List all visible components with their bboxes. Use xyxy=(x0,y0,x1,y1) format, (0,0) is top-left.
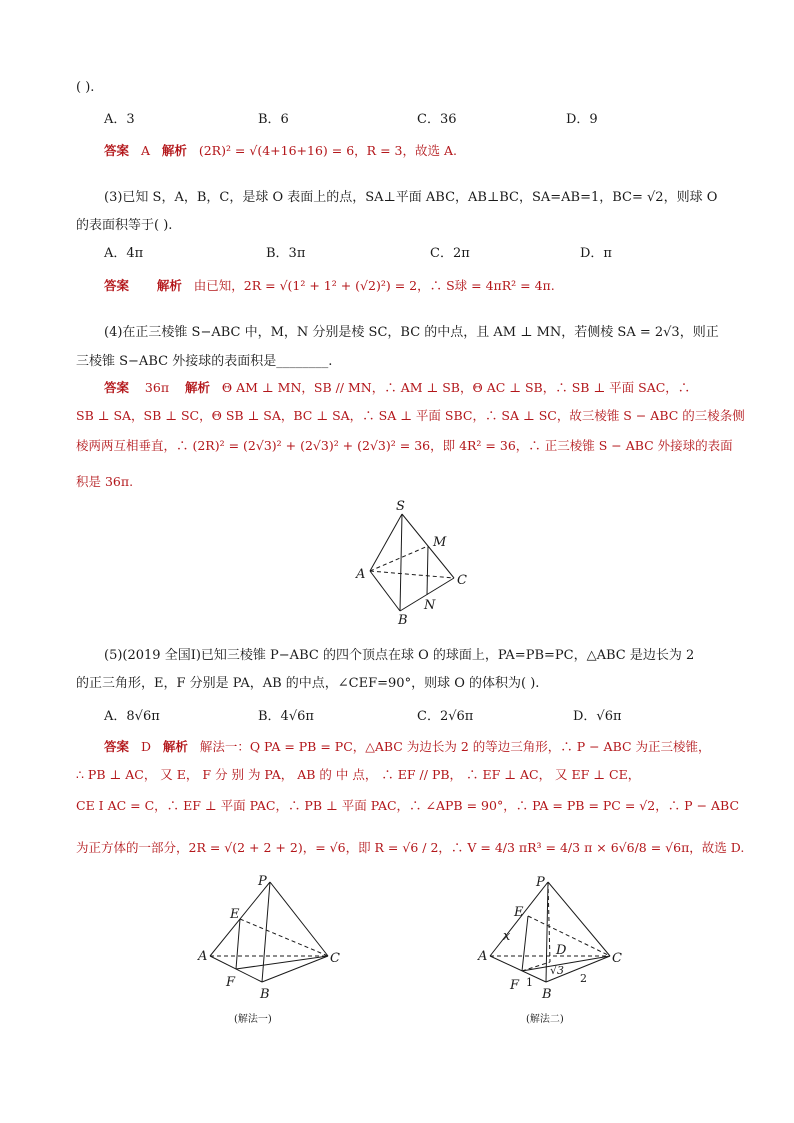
label-x: x xyxy=(503,929,511,944)
analysis-label: 解析 xyxy=(156,278,182,293)
tetrahedron-figure-method-1 xyxy=(190,870,360,1030)
q4-analysis-line2: SB ⊥ SA，SB ⊥ SC，Θ SB ⊥ SA，BC ⊥ SA，∴ SA ⊥ 平面 SBC，∴ SA ⊥ SC，故三棱锥 S − ABC 的三棱条侧 xyxy=(76,408,745,423)
edge-pc xyxy=(270,882,328,956)
label-b: B xyxy=(260,987,270,1002)
q2-option-d: D．9 xyxy=(566,112,598,127)
label-c: C xyxy=(457,573,467,588)
segment-ec xyxy=(528,916,610,956)
segment-am xyxy=(370,546,428,571)
analysis-text: 由已知，2R = √(1² + 1² + (√2)²) = 2，∴ S球 = 4πR² = 4π. xyxy=(193,278,555,293)
edge-ab xyxy=(370,571,400,611)
q5-option-b: B．4√6π xyxy=(258,709,314,724)
label-d: D xyxy=(556,943,567,958)
q5-option-d: D．√6π xyxy=(573,709,622,724)
label-c: C xyxy=(612,951,622,966)
label-sqrt3: √3 xyxy=(550,964,565,977)
answer-label: 答案 xyxy=(104,380,130,395)
answer-value: D xyxy=(140,739,151,754)
edge-bc xyxy=(262,956,328,982)
q5-analysis-line4: 为正方体的一部分，2R = √(2 + 2 + 2)，= √6，即 R = √6 / 2，∴ V = 4/3 πR³ = 4/3 π × 6√6/8 = √6π，故选 D. xyxy=(76,840,745,855)
segment-ef xyxy=(236,919,240,969)
q3-stem-line1: (3)已知 S，A，B，C，是球 O 表面上的点，SA⊥平面 ABC，AB⊥BC，SA=AB=1，BC= √2，则球 O xyxy=(104,190,718,205)
q3-stem-line2: 的表面积等于( ). xyxy=(76,218,173,233)
q2-option-b: B．6 xyxy=(258,112,289,127)
q4-answer xyxy=(104,378,690,396)
label-a: A xyxy=(356,567,366,582)
analysis-text: (2R)² = √(4+16+16) = 6，R = 3，故选 A. xyxy=(198,143,457,158)
label-a: A xyxy=(478,949,488,964)
edge-sb xyxy=(400,514,402,611)
q5-stem-line1: (5)(2019 全国Ⅰ)已知三棱锥 P−ABC 的四个顶点在球 O 的球面上，PA=PB=PC，△ABC 是边长为 2 xyxy=(104,648,695,663)
label-one: 1 xyxy=(526,976,533,989)
analysis-text-1: 解法一：Q PA = PB = PC，△ABC 为边长为 2 的等边三角形，∴ P − ABC 为正三棱锥， xyxy=(199,739,711,754)
q3-option-d: D．π xyxy=(580,246,612,261)
segment-ec xyxy=(240,919,328,956)
edge-ac xyxy=(370,571,454,578)
q2-paren: ( ). xyxy=(76,80,95,95)
label-f: F xyxy=(226,975,236,990)
label-e: E xyxy=(514,905,524,920)
label-p: P xyxy=(258,874,267,889)
answer-label: 答案 xyxy=(104,278,130,293)
edge-pb xyxy=(262,882,270,982)
analysis-text-1: Θ AM ⊥ MN，SB // MN，∴ AM ⊥ SB，Θ AC ⊥ SB，∴ SB ⊥ 平面 SAC，∴ xyxy=(221,380,691,395)
answer-value: A xyxy=(140,143,150,158)
q5-option-c: C．2√6π xyxy=(417,709,474,724)
segment-mn xyxy=(427,546,428,595)
answer-label: 答案 xyxy=(104,739,130,754)
q4-analysis-line4: 积是 36π. xyxy=(76,474,134,489)
q5-stem-line2: 的正三角形，E，F 分别是 PA，AB 的中点，∠CEF=90°，则球 O 的体积为( ). xyxy=(76,676,540,691)
label-f: F xyxy=(510,978,520,993)
q5-option-a: A．8√6π xyxy=(104,709,160,724)
q3-option-a: A．4π xyxy=(104,246,144,261)
q4-stem-line2: 三棱锥 S−ABC 外接球的表面积是________. xyxy=(76,354,333,369)
label-c: C xyxy=(330,951,340,966)
answer-label: 答案 xyxy=(104,143,130,158)
q3-option-b: B．3π xyxy=(266,246,306,261)
segment-fc xyxy=(522,956,610,971)
label-b: B xyxy=(542,987,552,1002)
analysis-label: 解析 xyxy=(161,143,187,158)
q5-answer xyxy=(104,737,711,755)
segment-pd xyxy=(548,882,550,962)
edge-sa xyxy=(370,514,402,571)
label-s: S xyxy=(396,499,405,514)
label-b: B xyxy=(398,613,408,626)
q2-answer xyxy=(104,141,457,159)
label-m: M xyxy=(433,535,447,550)
q4-analysis-line3: 棱两两互相垂直，∴ (2R)² = (2√3)² + (2√3)² + (2√3)² = 36，即 4R² = 36，∴ 正三棱锥 S − ABC 外接球的表面 xyxy=(76,438,733,453)
label-two: 2 xyxy=(580,972,587,985)
q5-analysis-line3: CE I AC = C，∴ EF ⊥ 平面 PAC，∴ PB ⊥ 平面 PAC，∴ ∠APB = 90°，∴ PA = PB = PC = √2，∴ P − ABC xyxy=(76,798,740,813)
label-a: A xyxy=(198,949,208,964)
q2-option-a: A．3 xyxy=(104,112,135,127)
q2-option-c: C．36 xyxy=(417,112,457,127)
figure-caption: (解法一) xyxy=(234,1014,272,1025)
q3-option-c: C．2π xyxy=(430,246,470,261)
analysis-label: 解析 xyxy=(162,739,188,754)
label-n: N xyxy=(424,598,436,613)
segment-fc xyxy=(236,956,328,969)
answer-value: 36π xyxy=(144,380,170,395)
q4-stem-line1: (4)在正三棱锥 S−ABC 中，M，N 分别是棱 SC，BC 的中点，且 AM ⊥ MN，若侧棱 SA = 2√3，则正 xyxy=(104,325,719,340)
analysis-label: 解析 xyxy=(184,380,210,395)
q3-answer xyxy=(104,276,555,294)
segment-ef xyxy=(522,916,528,971)
tetrahedron-figure-1 xyxy=(340,496,480,626)
tetrahedron-figure-method-2 xyxy=(470,870,640,1030)
figure-caption: (解法二) xyxy=(526,1014,564,1025)
label-e: E xyxy=(230,907,240,922)
q5-analysis-line2: ∴ PB ⊥ AC， 又 E， F 分 别 为 PA， AB 的 中 点， ∴ EF // PB， ∴ EF ⊥ AC， 又 EF ⊥ CE， xyxy=(76,767,641,782)
label-p: P xyxy=(536,875,545,890)
